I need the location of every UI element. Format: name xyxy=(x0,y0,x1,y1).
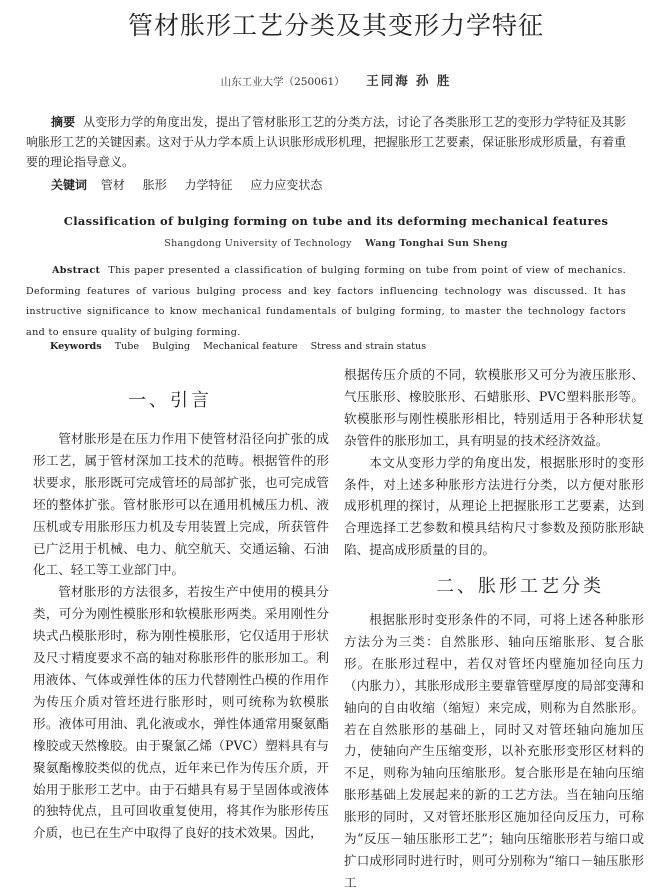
keywords-cn-label: 关键词 xyxy=(51,178,88,192)
body-paragraph: 管材胀形的方法很多，若按生产中使用的模具分类，可分为刚性模胀形和软模胀形两类。采用刚性分块式凸模胀形时，称为刚性模胀形，它仅适用于形状及尺寸精度要求不高的轴对称胀形件的胀形加工。利用液体、气体或弹性体的压力代替刚性凸模的作用作为传压介质对管坯进行胀形时，则可统称为软模胀形。液体可用油、乳化液或水，弹性体通常用聚氨酯橡胶或天然橡胶。由于聚氯乙烯（PVC）塑料具有与聚氨酯橡胶类似的优点，近年来已作为传压介质，开始用于胀形工艺中。由于石蜡具有易于呈固体或液体的独特优点，且可回收重复使用，将其作为胀形传压介质，也已在生产中取得了良好的技术效果。因此， xyxy=(33,584,329,841)
abstract-en xyxy=(26,261,626,343)
byline xyxy=(0,71,672,89)
abstract-cn-label: 摘要 xyxy=(51,115,76,129)
body-paragraph: 根据传压介质的不同，软模胀形又可分为液压胀形、气压胀形、橡胶胀形、石蜡胀形、PVC塑料胀形等。软模胀形与刚性模胀形相比，特别适用于各种形状复杂管件的胀形加工，具有明显的技术经济效益。 xyxy=(344,367,644,448)
keyword-en: Stress and strain status xyxy=(310,341,427,352)
keywords-cn xyxy=(51,176,631,194)
body-paragraph: 管材胀形是在压力作用下使管材沿径向扩张的成形工艺，属于管材深加工技术的范畴。根据管件的形状要求，胀形既可完成管坯的局部扩张，也可完成管坯的整体扩张。管材胀形可以在通用机械压力机、液压机或专用胀形压力机及专用装置上完成，所获管件已广泛用于机械、电力、航空航天、交通运输、石油化工、轻工等工业部门中。 xyxy=(33,431,329,578)
keywords-en-label: Keywords xyxy=(50,341,102,352)
abstract-en-label: Abstract xyxy=(52,265,101,276)
keyword-cn: 力学特征 xyxy=(184,178,233,192)
keyword-cn: 胀形 xyxy=(142,178,167,192)
english-byline xyxy=(0,238,672,249)
keyword-en: Bulging xyxy=(152,341,190,352)
english-authors: Wang Tonghai Sun Sheng xyxy=(365,238,508,249)
english-affiliation: Shangdong University of Technology xyxy=(164,238,352,249)
keyword-cn: 管材 xyxy=(100,178,125,192)
body-paragraph: 本文从变形力学的角度出发，根据胀形时的变形条件，对上述多种胀形方法进行分类，以方便对胀形成形机理的探讨，从理论上把握胀形工艺要素，达到合理选择工艺参数和模具结构尺寸参数及预防胀形缺陷、提高成形质量的目的。 xyxy=(344,454,644,558)
abstract-cn-text: 从变形力学的角度出发，提出了管材胀形工艺的分类方法，讨论了各类胀形工艺的变形力学特征及其影响胀形工艺的关键因素。这对于从力学本质上认识胀形成形机理，把握胀形工艺要素，保证胀形成形质量，有着重要的理论指导意义。 xyxy=(26,115,627,169)
keyword-en: Mechanical feature xyxy=(203,341,298,352)
abstract-cn xyxy=(26,112,626,172)
paper-title: 管材胀形工艺分类及其变形力学特征 xyxy=(127,11,544,40)
english-title: Classification of bulging forming on tube and its deforming mechanical features xyxy=(63,214,609,228)
affiliation: 山东工业大学（250061） xyxy=(220,76,345,88)
abstract-en-text: This paper presented a classification of bulging forming on tube from point of view of mechanics. Deforming features of various bulging process and key factors influencing technology was discussed. It has instructive significance to know mechanical fundamentals of bulging forming, to master the technology factors and to ensure quality of bulging forming. xyxy=(26,265,626,338)
authors: 王同海 孙 胜 xyxy=(366,73,452,88)
left-column xyxy=(33,428,329,844)
section-2-heading: 二、胀形工艺分类 xyxy=(436,576,604,597)
section-2-body xyxy=(344,609,644,894)
right-column xyxy=(344,364,644,561)
section-1-heading: 一、引言 xyxy=(128,390,212,411)
body-paragraph: 根据胀形时变形条件的不同，可将上述各种胀形方法分为三类：自然胀形、轴向压缩胀形、复合胀形。在胀形过程中，若仅对管坯内壁施加径向压力（内胀力），其胀形成形主要靠管壁厚度的局部变薄和轴向的自由收缩（缩短）来完成，则称为自然胀形。若在自然胀形的基础上，同时又对管坯轴向施加压力，使轴向产生压缩变形，以补充胀形变形区材料的不足，则称为轴向压缩胀形。复合胀形是在轴向压缩胀形基础上发展起来的新的工艺方法。当在轴向压缩胀形的同时，又对管坯胀形区施加径向反压力，可称为“反压－轴压胀形工艺”；轴向压缩胀形若与缩口或扩口成形同时进行时，则可分别称为“缩口－轴压胀形工 xyxy=(344,612,644,890)
keyword-cn: 应力应变状态 xyxy=(250,178,323,192)
keyword-en: Tube xyxy=(114,341,140,352)
keywords-en xyxy=(50,339,630,355)
